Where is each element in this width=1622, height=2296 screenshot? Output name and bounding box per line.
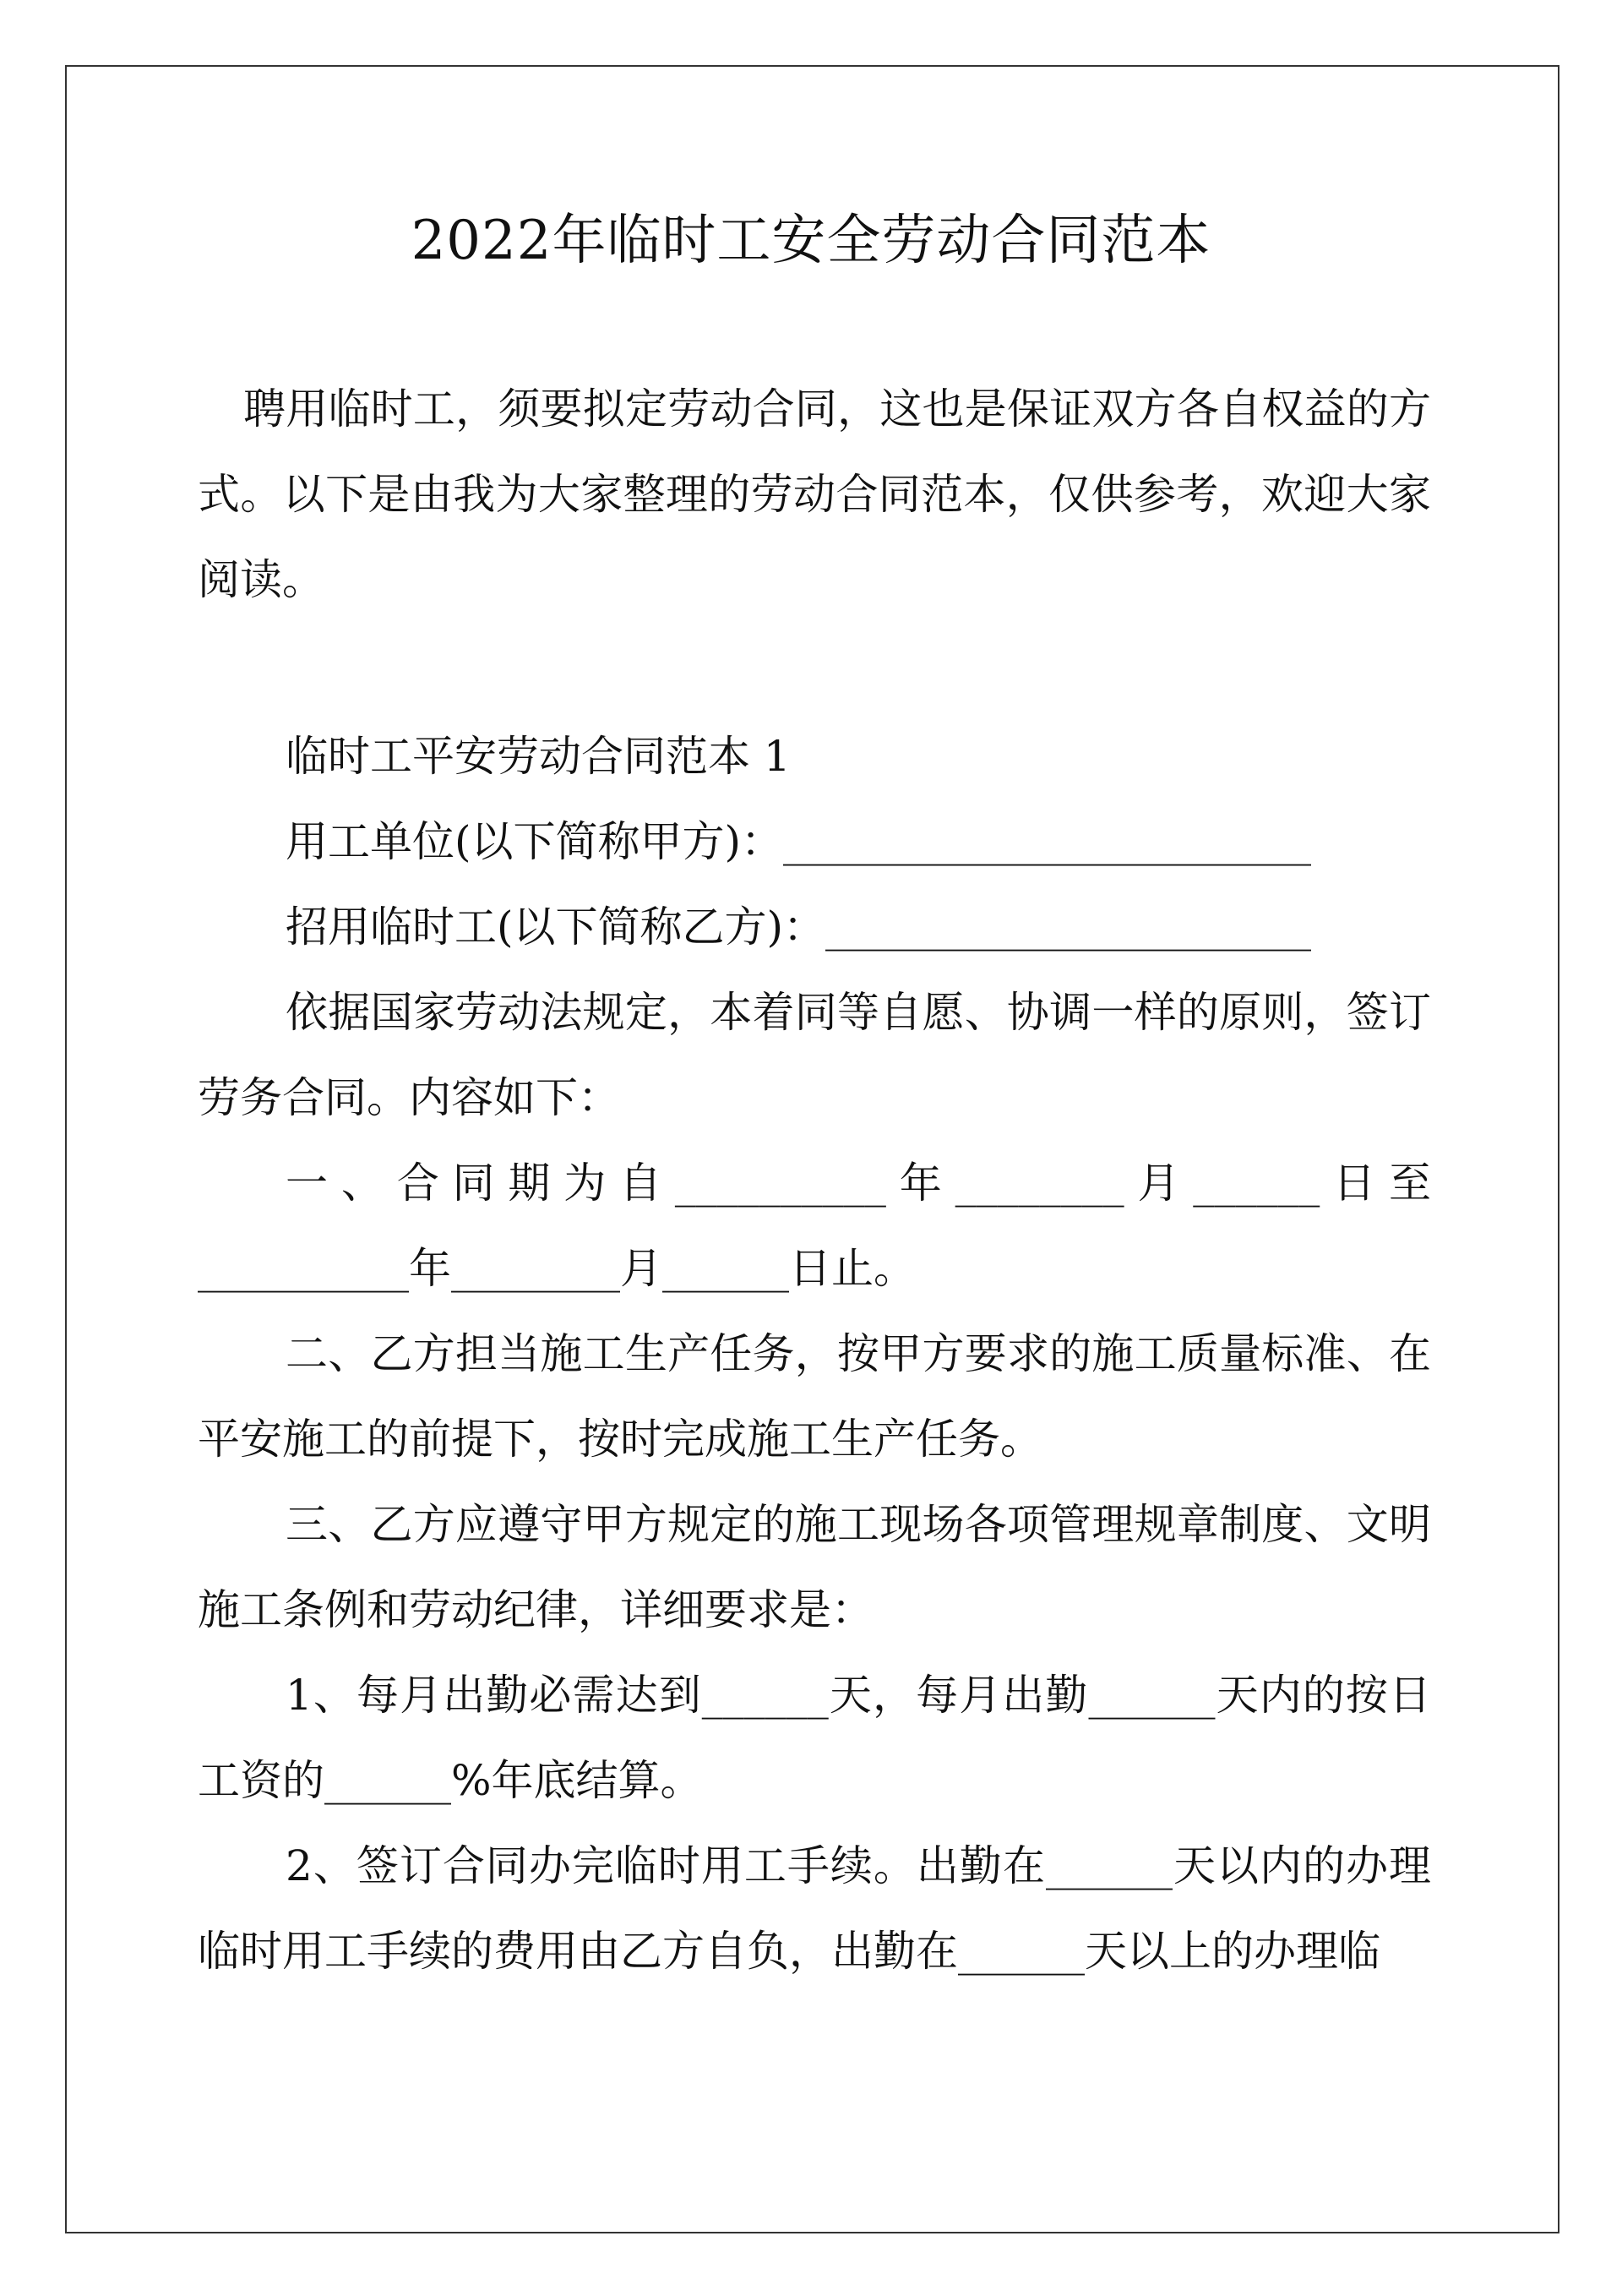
intro-paragraph: 聘用临时工，须要拟定劳动合同，这也是保证双方各自权益的方式。以下是由我为大家整理的劳动合同范本，仅供参考，欢迎大家阅读。 [198,384,1431,604]
clause-1-line-2: __________年________月______日止。 [198,1244,916,1293]
party-a-line: 用工单位(以下简称甲方)：_________________________ [286,817,1312,866]
clause-3-paragraph: 三、乙方应遵守甲方规定的施工现场各项管理规章制度、文明施工条例和劳动纪律，详细要求是： [198,1500,1431,1634]
clause-1-line-1: 一、合同期为自__________年________月______日至 [286,1159,1431,1208]
clause-2-paragraph: 二、乙方担当施工生产任务，按甲方要求的施工质量标准、在平安施工的前提下，按时完成施工生产任务。 [198,1329,1431,1464]
item-2-paragraph: 2、签订合同办完临时用工手续。出勤在______天以内的办理临时用工手续的费用由乙方自负，出勤在______天以上的办理临 [198,1841,1431,1976]
item-1-paragraph: 1、每月出勤必需达到______天，每月出勤______天内的按日工资的______%年底结算。 [198,1671,1431,1805]
party-b-line: 招用临时工(以下简称乙方)：_______________________ [286,903,1312,952]
basis-paragraph: 依据国家劳动法规定，本着同等自愿、协调一样的原则，签订劳务合同。内容如下： [198,988,1431,1122]
document-title: 2022年临时工安全劳动合同范本 [411,210,1211,272]
section-heading: 临时工平安劳动合同范本 1 [286,732,791,781]
